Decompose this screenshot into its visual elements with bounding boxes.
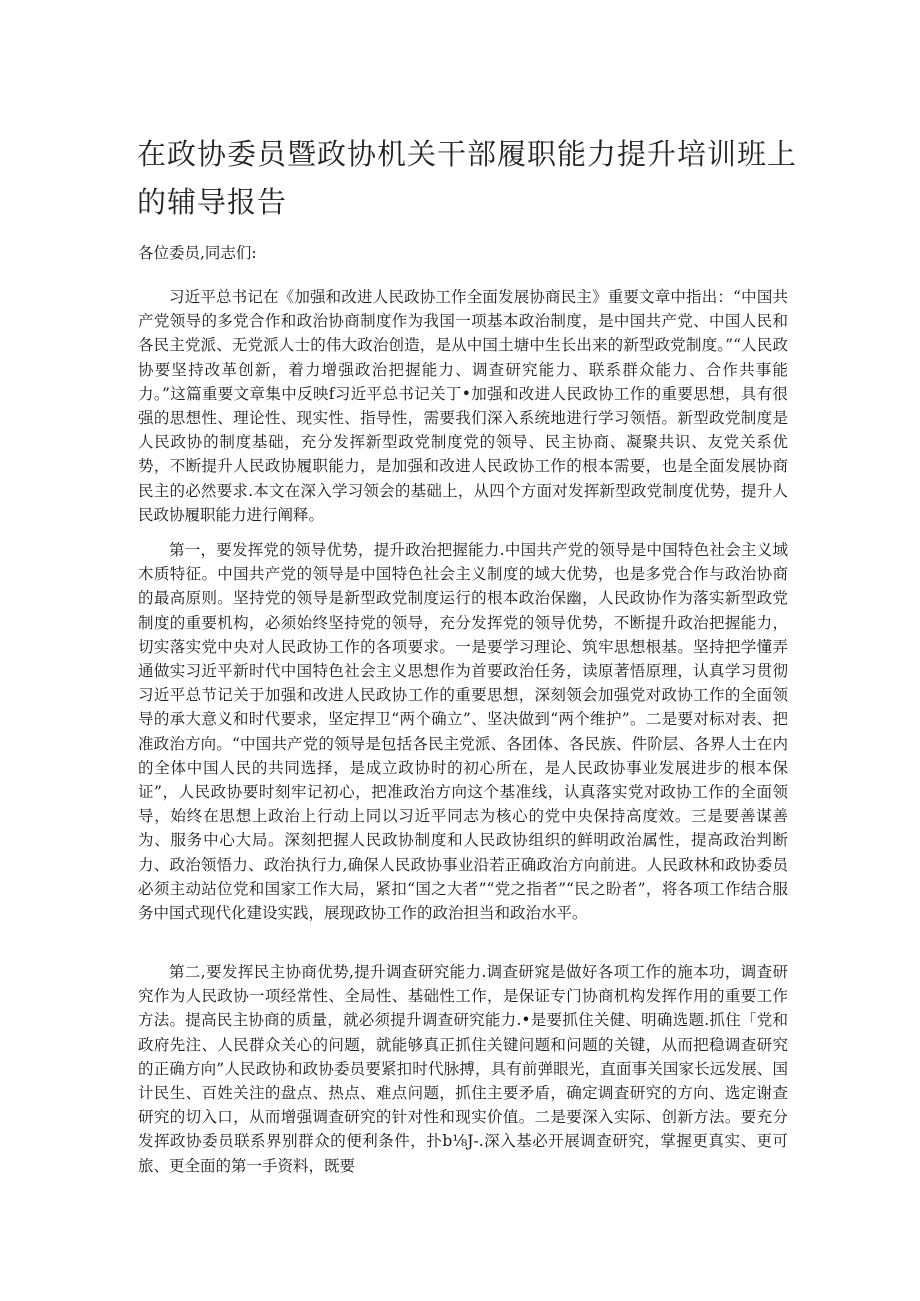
paragraph-section-1: 第一，要发挥党的领导优势，提升政治把握能力.中国共产党的领导是中国特色社会主义域木质特征。中国共产党的领导是中国特色社会主义制度的域大优势，也是多党合作与政治协商的最高原则。坚持党的领导是新型政党制度运行的根本政治保幽，人民政协作为落实新型政党制度的重要机构，必须始终坚持党的领导，充分发挥党的领导优势，不断提升政治把握能力，切实落实党中央对人民政协工作的各项要求。一是要学习理论、筑牢思想根基。坚持把学懂弄通做实习近平新时代中国特色社会主义思想作为首要政治任务，读原著悟原理，认真学习贯彻习近平总节记关于加强和改进人民政协工作的重要思想，深刻领会加强党对政协工作的全面领导的承大意义和时代要求，坚定捍卫“两个确立”、坚决做到“两个维护”。二是要对标对表、把准政治方向。“中国共产党的领导是包括各民主党派、各团体、各民族、件阶层、各界人士在内的全体中国人民的共同选择，是成立政协时的初心所在，是人民政协事业发展进步的根本保证”，人民政协要时刻牢记初心，把准政治方向这个基准线，认真落实党对政协工作的全面领导，始终在思想上政治上行动上同以习近平同志为核心的党中央保持高度效。三是要善谋善为、服务中心大局。深刻把握人民政协制度和人民政协组织的鲜明政治属性，提高政治判断力、政治领悟力、政治执行力,确保人民政协事业沿若正确政治方向前进。人民政林和政协委员必须主动站位党和国家工作大局，紧扣“国之大者”“党之指者”“民之盼者”，将各项工作结合服务中国式现代化建设实践，展现政协工作的政治担当和政治水平。 bbox=[138, 541, 788, 923]
document-title-line-2: 的辅导报告 bbox=[137, 185, 288, 219]
salutation: 各位委员,同志们: bbox=[138, 244, 257, 262]
paragraph-section-2: 第二,要发挥民主协商优势,提升调查研究能力.调查研窕是做好各项工作的施本功，调査研究作为人民政协一项经常性、全局性、基础性工作，是保证专门协商机构发挥作用的重要工作方法。提高民主协商的质量，就必须提升调查研究能力.•是要抓住关健、明确选题.抓住「党和政府先注、人民群众关心的问题，就能够真正抓住关键问题和问题的关键，从而把稳调查研究的正确方向”人民政协和政协委员要紧扣时代脉搏，具有前弹眼光，直面事关国家长远发展、国计民生、百姓关注的盘点、热点、难点问题，抓住主要矛盾，确定调査研究的方向、选定谢查研究的切入口，从而增强调查研究的针对性和现实价值。二是要深入实际、创新方法。要充分发挥政协委员联系界别群众的便利条件，扑b⅛J-.深入基必开展调查研究，掌握更真实、更可旅、更全面的第一手资料，既要 bbox=[138, 963, 788, 1175]
document-title-line-1: 在政协委员暨政协机关干部履职能力提升培训班上 bbox=[137, 137, 798, 171]
paragraph-intro: 习近平总书记在《加强和改进人民政协工作全面发展协商民主》重要文章中指出：“中国共产党领导的多党合作和政治协商制度作为我国一项基本政治制度，是中国共产党、中国人民和各民主党派、无党派人士的伟大政治创造，是从中国土塘中生长出来的新型政党制度。”“人民政协要坚持改革创新，着力增强政治把握能力、调查研究能力、联系群众能力、合作共事能力。”这篇重要文章集中反映f习近平总书记关丁•加强和改进人民政协工作的重要思想，具有很强的思想性、理论性、现实性、指导性，需要我们深入系统地进行学习领悟。新型政党制度是人民政协的制度基础，充分发挥新型政党制度党的领导、民主协商、凝聚共识、友党关系优势，不断提升人民政协履职能力，是加强和改进人民政协工作的根本需要，也是全面发展协商民主的必然要求.本文在深入学习领会的基础上，从四个方面对发挥新型政党制度优势，提升人民政协履职能力进行阐释。 bbox=[138, 288, 788, 524]
